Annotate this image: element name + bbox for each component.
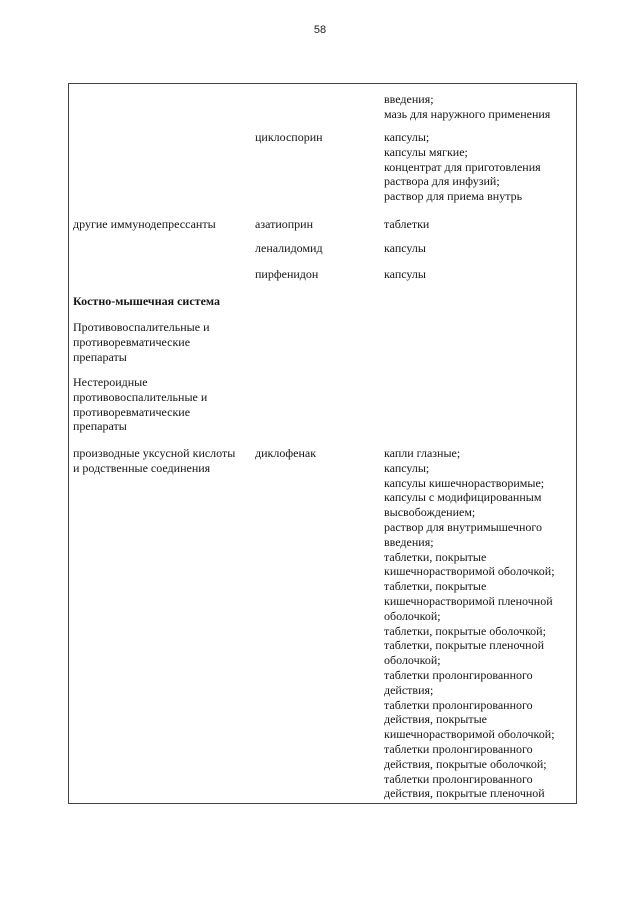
dosage-forms-cell: таблетки — [384, 217, 430, 231]
drug-name-cell: пирфенидон — [255, 267, 319, 281]
group-cell: производные уксусной кислоты и родственные соединения — [73, 446, 236, 475]
group-cell: Нестероидные противовоспалительные и противоревматические препараты — [73, 375, 208, 434]
group-cell: Противовоспалительные и противоревматические препараты — [73, 320, 210, 364]
drug-table — [68, 83, 577, 804]
dosage-forms-cell: капсулы; капсулы мягкие; концентрат для приготовления раствора для инфузий; раствор для приема внутрь — [384, 130, 541, 204]
drug-name-cell: азатиоприн — [255, 217, 314, 231]
group-cell: другие иммунодепрессанты — [73, 217, 216, 231]
drug-name-cell: циклоспорин — [255, 130, 323, 144]
page-number: 58 — [313, 24, 327, 36]
drug-name-cell: диклофенак — [255, 446, 317, 460]
dosage-forms-cell: капли глазные; капсулы; капсулы кишечнорастворимые; капсулы с модифицированным высвобождением; раствор для внутримышечного введения; таблетки, покрытые кишечнорастворимой оболочкой; таблетки, покрытые кишечнорастворимой пленочной оболочкой; таблетки, покрытые оболочкой; таблетки, покрытые пленочной оболочкой; таблетки пролонгированного действия; таблетки пролонгированного действия, покрытые кишечнорастворимой оболочкой; таблетки пролонгированного действия, покрытые оболочкой; таблетки пролонгированного действия, покрытые пленочной — [384, 446, 555, 801]
dosage-forms-cell: введения; мазь для наружного применения — [384, 92, 551, 121]
section-heading: Костно-мышечная система — [73, 294, 220, 308]
dosage-forms-cell: капсулы — [384, 267, 426, 281]
drug-name-cell: леналидомид — [255, 241, 323, 255]
dosage-forms-cell: капсулы — [384, 241, 426, 255]
